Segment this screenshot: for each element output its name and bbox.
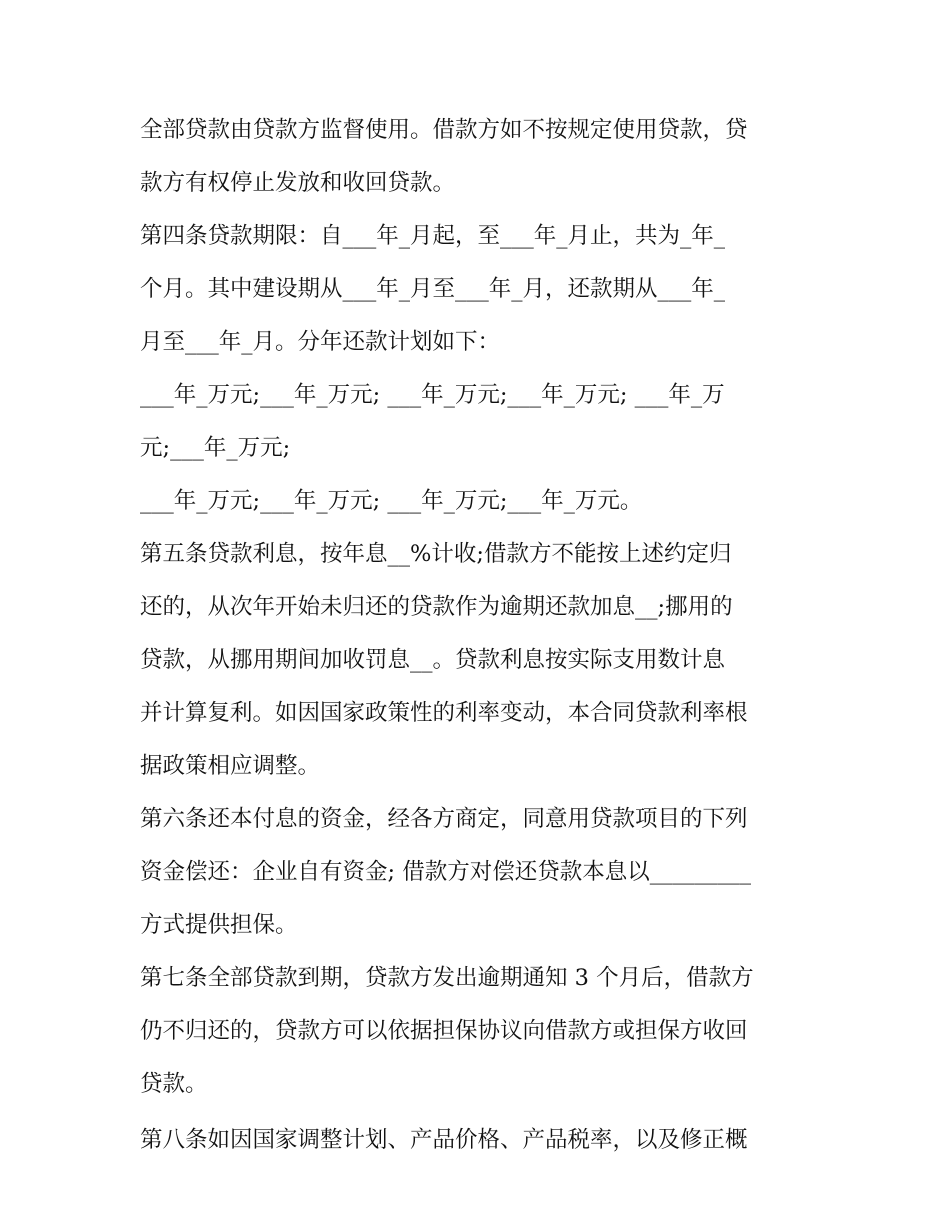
text-line: 第六条还本付息的资金，经各方商定，同意用贷款项目的下列	[140, 806, 748, 832]
text-line: ___年_万元;___年_万元; ___年_万元;___年_万元; ___年_万	[140, 382, 725, 408]
text-line: 款方有权停止发放和收回贷款。	[140, 170, 456, 196]
text-line: 元;___年_万元;	[140, 435, 291, 461]
text-line: 贷款，从挪用期间加收罚息__。贷款利息按实际支用数计息	[140, 647, 726, 673]
text-line: 月至___年_月。分年还款计划如下：	[140, 329, 501, 355]
text-line: 并计算复利。如因国家政策性的利率变动，本合同贷款利率根	[140, 700, 748, 726]
text-line: 个月。其中建设期从___年_月至___年_月，还款期从___年_	[140, 276, 726, 302]
text-line: 据政策相应调整。	[140, 753, 321, 779]
text-line: 贷款。	[140, 1071, 208, 1097]
text-line: 还的，从次年开始未归还的贷款作为逾期还款加息__;挪用的	[140, 594, 733, 620]
text-line: 方式提供担保。	[140, 912, 298, 938]
text-line: 全部贷款由贷款方监督使用。借款方如不按规定使用贷款，贷	[140, 117, 748, 143]
text-line: 资金偿还：企业自有资金; 借款方对偿还贷款本息以_________	[140, 859, 751, 885]
text-line: 第四条贷款期限：自___年_月起，至___年_月止，共为_年_	[140, 223, 726, 249]
contract-text-body	[140, 104, 820, 1167]
text-line: ___年_万元;___年_万元; ___年_万元;___年_万元。	[140, 488, 643, 514]
text-line: 仍不归还的，贷款方可以依据担保协议向借款方或担保方收回	[140, 1018, 748, 1044]
text-line: 第五条贷款利息，按年息__%计收;借款方不能按上述约定归	[140, 541, 732, 567]
text-line: 第八条如因国家调整计划、产品价格、产品税率，以及修正概	[140, 1127, 748, 1153]
text-line: 第七条全部贷款到期，贷款方发出逾期通知 3 个月后，借款方	[140, 965, 754, 991]
